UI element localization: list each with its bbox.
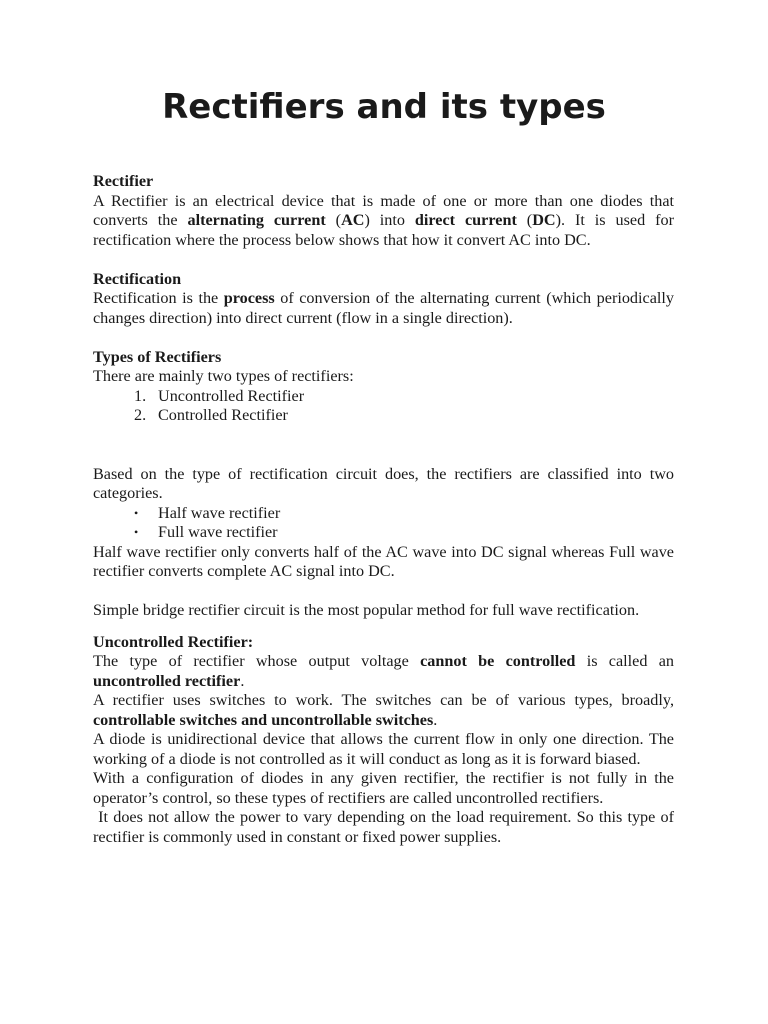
numbered-list <box>93 387 674 426</box>
text-run: ). It is used for rectification where the process below shows that how it convert AC into DC. <box>93 211 675 249</box>
bullet-icon: • <box>134 505 139 520</box>
text-run: . <box>433 710 438 729</box>
list-item-label: Full wave rectifier <box>158 523 278 541</box>
list-number: 2. <box>134 406 147 424</box>
list-item <box>93 406 674 426</box>
text-run: Rectification is the <box>93 289 224 307</box>
bridge-rectifier-paragraph: Simple bridge rectifier circuit is the most popular method for full wave rectification. <box>93 601 640 619</box>
list-item-label: Half wave rectifier <box>158 503 281 522</box>
bold-term: DC <box>532 211 556 229</box>
list-item-label: Uncontrolled Rectifier <box>158 386 305 405</box>
spacer <box>93 250 674 270</box>
bold-term: AC <box>341 211 365 229</box>
list-number: 1. <box>134 386 147 405</box>
bold-term: process <box>223 289 275 307</box>
diode-paragraph: A diode is unidirectional device that allows the current flow in only one direction. The working of a diode is not controlled as it will conduct as long as it is forward biased. <box>93 730 674 768</box>
classification-paragraph: Based on the type of rectification circuit does, the rectifiers are classified into two categories. <box>93 464 674 502</box>
configuration-paragraph: With a configuration of diodes in any given rectifier, the rectifier is not fully in the operator’s control, so these types of rectifiers are called uncontrolled rectifiers. <box>93 769 674 807</box>
power-supply-paragraph: It does not allow the power to vary depending on the load requirement. So this type of rectifier is commonly used in constant or fixed power supplies. <box>93 808 679 846</box>
spacer <box>93 582 674 602</box>
rectifier-definition <box>93 192 674 251</box>
spacer <box>93 621 674 633</box>
text-run: The type of rectifier whose output voltage <box>93 652 421 670</box>
section-heading-uncontrolled: Uncontrolled Rectifier: <box>93 632 254 651</box>
document-body <box>93 172 679 847</box>
wave-comparison-paragraph: Half wave rectifier only converts half of the AC wave into DC signal whereas Full wave rectifier converts complete AC signal into DC. <box>93 542 674 580</box>
list-item-label: Controlled Rectifier <box>158 406 288 424</box>
bold-term: cannot be controlled <box>420 652 576 670</box>
spacer <box>93 328 674 348</box>
section-heading-rectifier: Rectifier <box>93 172 154 190</box>
list-item <box>93 504 674 524</box>
switches-paragraph <box>93 691 674 730</box>
bold-term: alternating current <box>187 211 326 229</box>
text-run: ( <box>325 211 342 229</box>
spacer <box>93 426 674 465</box>
list-item <box>93 387 674 407</box>
text-run: A Rectifier is an electrical device that is made of one or more than one diodes that converts the <box>93 191 674 229</box>
rectification-definition <box>93 289 674 328</box>
section-heading-rectification: Rectification <box>93 269 182 288</box>
text-run: ) into <box>364 211 415 229</box>
text-run: is called an <box>575 652 674 670</box>
bold-term: uncontrolled rectifier <box>93 671 241 690</box>
text-run: . <box>240 671 245 690</box>
text-run: ( <box>516 211 533 229</box>
bold-term: controllable switches and uncontrollable switches <box>93 710 434 729</box>
uncontrolled-definition <box>93 652 674 691</box>
bullet-list <box>93 504 674 543</box>
section-heading-types: Types of Rectifiers <box>93 347 222 366</box>
types-intro: There are mainly two types of rectifiers: <box>93 367 354 385</box>
list-item <box>93 523 674 543</box>
bold-term: direct current <box>414 211 517 229</box>
text-run: of conversion of the alternating current (which periodically changes direction) into direct current (flow in a single direction). <box>93 289 674 327</box>
page-title: Rectifiers and its types <box>162 87 606 127</box>
text-run: A rectifier uses switches to work. The switches can be of various types, broadly, <box>93 691 674 709</box>
bullet-icon: • <box>134 525 139 539</box>
